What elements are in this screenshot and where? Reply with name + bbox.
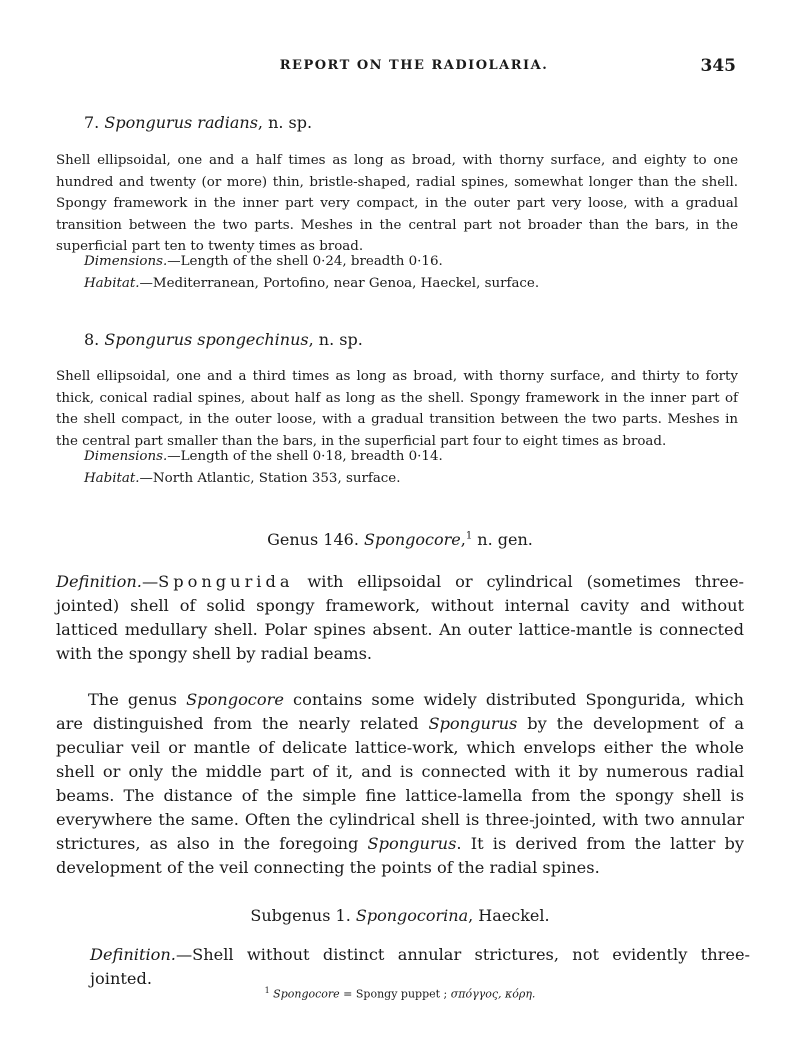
species-name: Spongurus spongechinus xyxy=(104,330,309,349)
subgenus-name: Spongocorina xyxy=(355,906,469,925)
para-part: by the development of a peculiar veil or mantle of delicate lattice-work, which envelops either the whole shell or only the middle part of it, and is connected with it by numerous radial beams. The distance of the simple fine lattice-lamella from the spongy shell is everywhere the same. Often the cylindrical shell is three-jointed, with two annular strictures, as also in the foregoing xyxy=(56,714,744,853)
footnote-greek: σπόγγος, κόρη. xyxy=(450,987,536,1001)
subgenus-heading xyxy=(0,906,800,925)
species-name: Spongurus radians xyxy=(104,113,258,132)
spongurus-ref: Spongurus xyxy=(367,834,457,853)
footnote-term: Spongocore xyxy=(273,987,340,1001)
dimensions-label: Dimensions. xyxy=(84,449,168,464)
species-suffix: , n. sp. xyxy=(308,330,363,349)
genus-paragraph xyxy=(56,688,744,880)
habitat-text: —North Atlantic, Station 353, surface. xyxy=(139,471,401,486)
species-8-habitat xyxy=(84,471,400,486)
definition-label: Definition. xyxy=(90,945,176,964)
species-suffix: , n. sp. xyxy=(257,113,313,132)
habitat-label: Habitat. xyxy=(84,276,140,291)
footnote-mark: 1 xyxy=(264,986,270,995)
footnote-mark: 1 xyxy=(465,530,473,542)
definition-text: —Shell without distinct annular strictures, not evidently three-jointed. xyxy=(90,945,750,988)
species-number: 7. xyxy=(84,113,100,132)
species-7-habitat xyxy=(84,276,539,291)
dimensions-text: —Length of the shell 0·24, breadth 0·16. xyxy=(167,254,443,269)
para-part: The genus xyxy=(88,690,187,709)
definition-label: Definition. xyxy=(56,572,142,591)
genus-suffix: n. gen. xyxy=(472,530,533,549)
habitat-text: —Mediterranean, Portofino, near Genoa, Haeckel, surface. xyxy=(139,276,540,291)
page-number: 345 xyxy=(700,56,736,76)
species-8-heading xyxy=(84,330,363,349)
footnote-text: = Spongy puppet ; xyxy=(339,987,451,1001)
genus-prefix: Genus 146. xyxy=(267,530,364,549)
species-7-dimensions xyxy=(84,254,443,269)
genus-name-ref: Spongocore xyxy=(186,690,284,709)
species-8-dimensions xyxy=(84,449,443,464)
definition-text: with ellipsoidal or cylindrical (sometimes three-jointed) shell of solid spongy framework, without internal cavity and without latticed medullary shell. Polar spines absent. An outer lattice-mantle is connected with the spongy shell by radial beams. xyxy=(56,572,744,663)
genus-heading: Genus 146. Spongocore,$^1$ n. gen. xyxy=(267,530,533,549)
species-7-description: Shell ellipsoidal, one and a half times as long as broad, with thorny surface, and eighty to one hundred and twenty (or more) thin, bristle-shaped, radial spines, somewhat longer than the shell. Spongy framework in the inner part very compact, in the outer part very loose, with a gradual transition between the two parts. Meshes in the central part not broader than the bars, in the superficial part ten to twenty times as broad. xyxy=(56,153,738,254)
subgenus-prefix: Subgenus 1. xyxy=(250,906,356,925)
spongurus-ref: Spongurus xyxy=(428,714,518,733)
species-number: 8. xyxy=(84,330,100,349)
running-title: REPORT ON THE RADIOLARIA. xyxy=(279,58,549,73)
family-name: Spongurida xyxy=(158,572,294,591)
page-header xyxy=(84,58,744,82)
footnote xyxy=(0,986,800,1001)
species-7-heading xyxy=(84,113,312,132)
para-part: contains some widely distributed Spongurida, which are distinguished from the nearly related xyxy=(56,690,744,733)
dimensions-label: Dimensions. xyxy=(84,254,168,269)
species-8-description: Shell ellipsoidal, one and a third times as long as broad, with thorny surface, and thirty to forty thick, conical radial spines, about half as long as the shell. Spongy framework in the inner part of the shell compact, in the outer loose, with a gradual transition between the two parts. Meshes in the central part smaller than the bars, in the superficial part four to eight times as broad. xyxy=(56,369,738,449)
genus-name: Spongocore xyxy=(364,530,461,549)
habitat-label: Habitat. xyxy=(84,471,140,486)
subgenus-definition xyxy=(90,943,750,991)
subgenus-suffix: , Haeckel. xyxy=(468,906,550,925)
para-part: . It is derived from the latter by development of the veil connecting the points of the radial spines. xyxy=(56,834,744,877)
genus-definition xyxy=(56,570,744,666)
dimensions-text: —Length of the shell 0·18, breadth 0·14. xyxy=(167,449,443,464)
definition-dash: — xyxy=(141,572,159,591)
